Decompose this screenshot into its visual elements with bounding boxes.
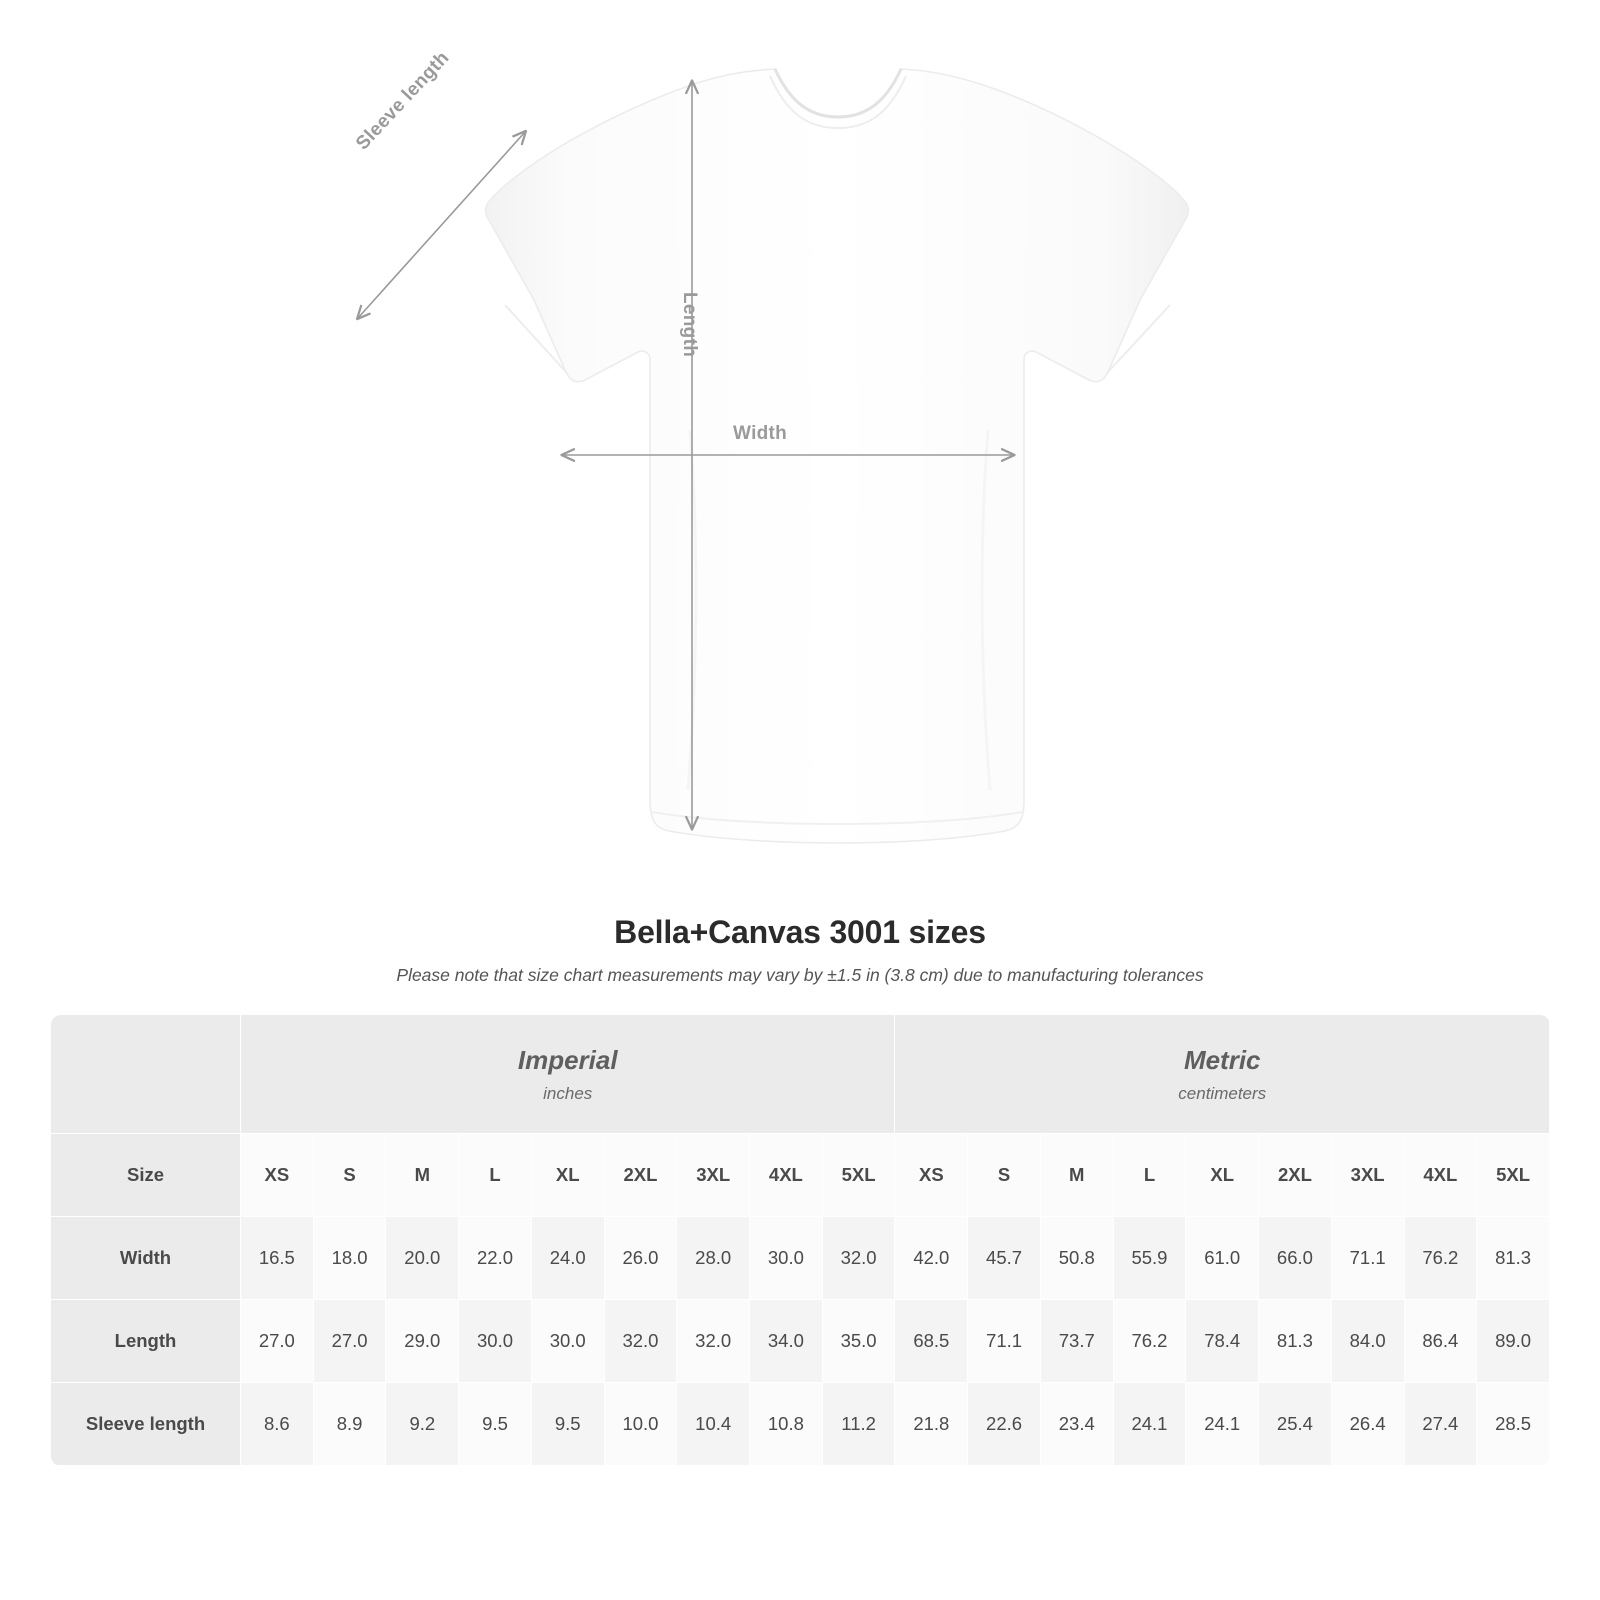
table-size-header-row bbox=[51, 1134, 1550, 1217]
cell-width-l-imperial: 22.0 bbox=[459, 1217, 532, 1300]
cell-length-xl-imperial: 30.0 bbox=[531, 1300, 604, 1383]
cell-sleeve-s-imperial: 8.9 bbox=[313, 1383, 386, 1466]
cell-sleeve-s-metric: 22.6 bbox=[968, 1383, 1041, 1466]
cell-sleeve-4xl-imperial: 10.8 bbox=[750, 1383, 823, 1466]
column-header-2xl-metric: 2XL bbox=[1259, 1134, 1332, 1217]
title-block bbox=[0, 914, 1600, 986]
column-header-3xl-metric: 3XL bbox=[1331, 1134, 1404, 1217]
column-header-l-metric: L bbox=[1113, 1134, 1186, 1217]
tolerance-note: Please note that size chart measurements may vary by ±1.5 in (3.8 cm) due to manufacturing tolerances bbox=[396, 965, 1204, 985]
cell-sleeve-5xl-metric: 28.5 bbox=[1477, 1383, 1550, 1466]
cell-width-xs-imperial: 16.5 bbox=[241, 1217, 314, 1300]
system-header-corner bbox=[51, 1015, 241, 1134]
cell-sleeve-4xl-metric: 27.4 bbox=[1404, 1383, 1477, 1466]
cell-sleeve-5xl-imperial: 11.2 bbox=[822, 1383, 895, 1466]
cell-width-2xl-metric: 66.0 bbox=[1259, 1217, 1332, 1300]
size-table-body bbox=[51, 1015, 1550, 1466]
system-unit-imperial: inches bbox=[543, 1083, 593, 1103]
cell-length-xs-imperial: 27.0 bbox=[241, 1300, 314, 1383]
cell-length-3xl-imperial: 32.0 bbox=[677, 1300, 750, 1383]
cell-width-3xl-metric: 71.1 bbox=[1331, 1217, 1404, 1300]
cell-width-4xl-metric: 76.2 bbox=[1404, 1217, 1477, 1300]
system-header-metric bbox=[895, 1015, 1550, 1134]
cell-sleeve-3xl-metric: 26.4 bbox=[1331, 1383, 1404, 1466]
cell-length-xl-metric: 78.4 bbox=[1186, 1300, 1259, 1383]
column-header-5xl-metric: 5XL bbox=[1477, 1134, 1550, 1217]
column-header-4xl-metric: 4XL bbox=[1404, 1134, 1477, 1217]
cell-length-m-imperial: 29.0 bbox=[386, 1300, 459, 1383]
cell-length-4xl-imperial: 34.0 bbox=[750, 1300, 823, 1383]
table-row bbox=[51, 1383, 1550, 1466]
system-unit-metric: centimeters bbox=[1178, 1083, 1267, 1103]
system-name-metric: Metric bbox=[1183, 1044, 1261, 1075]
column-header-m-imperial: M bbox=[386, 1134, 459, 1217]
column-header-xs-metric: XS bbox=[895, 1134, 968, 1217]
column-header-xl-metric: XL bbox=[1186, 1134, 1259, 1217]
cell-sleeve-3xl-imperial: 10.4 bbox=[677, 1383, 750, 1466]
cell-length-5xl-imperial: 35.0 bbox=[822, 1300, 895, 1383]
cell-length-3xl-metric: 84.0 bbox=[1331, 1300, 1404, 1383]
column-header-4xl-imperial: 4XL bbox=[750, 1134, 823, 1217]
cell-width-4xl-imperial: 30.0 bbox=[750, 1217, 823, 1300]
cell-length-2xl-metric: 81.3 bbox=[1259, 1300, 1332, 1383]
column-header-5xl-imperial: 5XL bbox=[822, 1134, 895, 1217]
cell-length-s-metric: 71.1 bbox=[968, 1300, 1041, 1383]
cell-length-m-metric: 73.7 bbox=[1040, 1300, 1113, 1383]
cell-width-xl-metric: 61.0 bbox=[1186, 1217, 1259, 1300]
cell-length-5xl-metric: 89.0 bbox=[1477, 1300, 1550, 1383]
cell-sleeve-xl-metric: 24.1 bbox=[1186, 1383, 1259, 1466]
cell-sleeve-xl-imperial: 9.5 bbox=[531, 1383, 604, 1466]
cell-sleeve-m-metric: 23.4 bbox=[1040, 1383, 1113, 1466]
size-corner-label: Size bbox=[51, 1134, 241, 1217]
system-name-imperial: Imperial bbox=[517, 1044, 618, 1075]
cell-width-3xl-imperial: 28.0 bbox=[677, 1217, 750, 1300]
cell-width-xs-metric: 42.0 bbox=[895, 1217, 968, 1300]
row-header-sleeve-length: Sleeve length bbox=[51, 1383, 241, 1466]
cell-width-m-imperial: 20.0 bbox=[386, 1217, 459, 1300]
system-header-imperial bbox=[241, 1015, 895, 1134]
table-system-header-row bbox=[51, 1015, 1550, 1134]
row-header-length: Length bbox=[51, 1300, 241, 1383]
cell-sleeve-xs-metric: 21.8 bbox=[895, 1383, 968, 1466]
size-table bbox=[50, 1014, 1550, 1466]
column-header-xl-imperial: XL bbox=[531, 1134, 604, 1217]
page-title: Bella+Canvas 3001 sizes bbox=[614, 914, 986, 950]
width-label: Width bbox=[733, 423, 788, 444]
cell-width-m-metric: 50.8 bbox=[1040, 1217, 1113, 1300]
column-header-l-imperial: L bbox=[459, 1134, 532, 1217]
cell-length-2xl-imperial: 32.0 bbox=[604, 1300, 677, 1383]
cell-width-s-imperial: 18.0 bbox=[313, 1217, 386, 1300]
cell-width-s-metric: 45.7 bbox=[968, 1217, 1041, 1300]
cell-sleeve-m-imperial: 9.2 bbox=[386, 1383, 459, 1466]
column-header-s-imperial: S bbox=[313, 1134, 386, 1217]
cell-length-l-imperial: 30.0 bbox=[459, 1300, 532, 1383]
cell-length-s-imperial: 27.0 bbox=[313, 1300, 386, 1383]
size-table-wrapper bbox=[50, 1014, 1550, 1466]
cell-width-l-metric: 55.9 bbox=[1113, 1217, 1186, 1300]
cell-width-xl-imperial: 24.0 bbox=[531, 1217, 604, 1300]
cell-width-2xl-imperial: 26.0 bbox=[604, 1217, 677, 1300]
sleeve-length-label: Sleeve length bbox=[352, 47, 454, 155]
column-header-m-metric: M bbox=[1040, 1134, 1113, 1217]
cell-sleeve-2xl-imperial: 10.0 bbox=[604, 1383, 677, 1466]
cell-sleeve-l-imperial: 9.5 bbox=[459, 1383, 532, 1466]
table-row bbox=[51, 1300, 1550, 1383]
cell-width-5xl-metric: 81.3 bbox=[1477, 1217, 1550, 1300]
cell-sleeve-l-metric: 24.1 bbox=[1113, 1383, 1186, 1466]
cell-length-xs-metric: 68.5 bbox=[895, 1300, 968, 1383]
cell-sleeve-2xl-metric: 25.4 bbox=[1259, 1383, 1332, 1466]
cell-sleeve-xs-imperial: 8.6 bbox=[241, 1383, 314, 1466]
column-header-2xl-imperial: 2XL bbox=[604, 1134, 677, 1217]
table-row bbox=[51, 1217, 1550, 1300]
cell-length-l-metric: 76.2 bbox=[1113, 1300, 1186, 1383]
length-label: Length bbox=[679, 292, 700, 358]
row-header-width: Width bbox=[51, 1217, 241, 1300]
cell-width-5xl-imperial: 32.0 bbox=[822, 1217, 895, 1300]
cell-length-4xl-metric: 86.4 bbox=[1404, 1300, 1477, 1383]
column-header-xs-imperial: XS bbox=[241, 1134, 314, 1217]
column-header-3xl-imperial: 3XL bbox=[677, 1134, 750, 1217]
column-header-s-metric: S bbox=[968, 1134, 1041, 1217]
